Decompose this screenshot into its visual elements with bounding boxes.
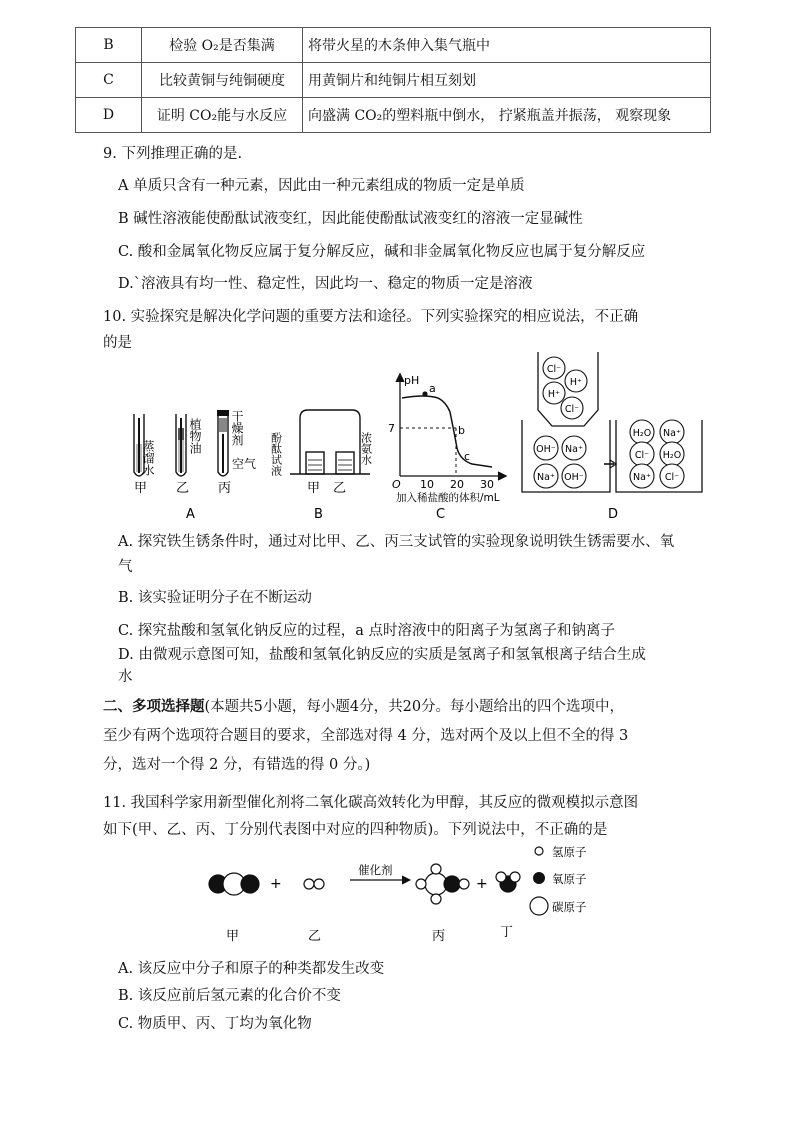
legend-hydrogen-label: 氢原子 <box>552 845 587 859</box>
section2-line3: 分，选对一个得 2 分，有错选的得 0 分。) <box>103 757 371 773</box>
figure-c-label: C <box>436 507 446 522</box>
q10-figure <box>120 348 720 526</box>
ion-oh-1: OH⁻ <box>536 444 556 455</box>
q9-option-b: B 碱性溶液能使酚酞试液变红，因此能使酚酞试液变红的溶液一定显碱性 <box>118 211 583 227</box>
ion-h-2: H⁺ <box>547 389 561 400</box>
point-a <box>422 391 427 396</box>
section2-intro <box>103 695 624 716</box>
table-cell-option: D <box>76 98 142 133</box>
label-air: 空气 <box>232 457 257 471</box>
section2-line2: 至少有两个选项符合题目的要求，全部选对得 4 分，选对两个及以上但不全的得 3 <box>103 728 629 744</box>
figure-b-bell-jar <box>290 410 370 474</box>
table-row <box>76 28 711 63</box>
figure-d-label: D <box>608 507 619 522</box>
caption-ding: 丁 <box>500 925 514 940</box>
ion-oh-2: OH⁻ <box>564 472 584 483</box>
reaction-arrow-head <box>402 876 410 884</box>
q9-option-a: A 单质只含有一种元素，因此由一种元素组成的物质一定是单质 <box>118 178 525 194</box>
table-cell-option: B <box>76 28 142 63</box>
plus-sign-1: + <box>270 876 282 892</box>
plus-sign-2: + <box>476 876 488 892</box>
q10-option-d-line1: D. 由微观示意图可知，盐酸和氢氧化钠反应的实质是氢离子和氢氧根离子结合生成 <box>118 647 646 663</box>
molecule-h2 <box>304 879 324 889</box>
q11-stem-line1: 11. 我国科学家用新型催化剂将二氧化碳高效转化为甲醇，其反应的微观模拟示意图 <box>103 795 639 811</box>
table-cell-method: 将带火星的木条伸入集气瓶中 <box>303 28 711 63</box>
experiment-table <box>75 27 711 133</box>
legend-carbon-icon <box>530 897 548 915</box>
q10-stem-line2: 的是 <box>103 335 132 351</box>
table-cell-purpose: 比较黄铜与纯铜硬度 <box>142 63 303 98</box>
table-cell-method: 向盛满 CO₂的塑料瓶中倒水， 拧紧瓶盖并振荡， 观察现象 <box>303 98 711 133</box>
axis-label-ph: pH <box>404 374 420 387</box>
caption-yi-a: 乙 <box>176 481 190 496</box>
table-cell-method: 用黄铜片和纯铜片相互刻划 <box>303 63 711 98</box>
q10-option-a-line1: A. 探究铁生锈条件时，通过对比甲、乙、丙三支试管的实验现象说明铁生锈需要水、氧 <box>118 534 675 550</box>
figure-a-label: A <box>186 507 195 522</box>
molecule-co2 <box>209 873 259 895</box>
ion-h2o-1: H₂O <box>632 428 652 439</box>
ion-h2o-2: H₂O <box>662 450 682 461</box>
label-phenolphthalein: 酚酞试液 <box>269 432 283 476</box>
section2-line1: (本题共5小题，每小题4分，共20分。每小题给出的四个选项中， <box>204 699 625 715</box>
q11-stem-line2: 如下(甲、乙、丙、丁分别代表图中对应的四种物质)。下列说法中，不正确的是 <box>103 822 608 838</box>
figure-c-axes <box>396 374 506 480</box>
catalyst-label: 催化剂 <box>358 863 393 877</box>
q10-stem-line1: 10. 实验探究是解决化学问题的重要方法和途径。下列实验探究的相应说法，不正确 <box>103 309 639 325</box>
figure-b-liquid-hatch <box>308 460 352 470</box>
ion-cl-3: Cl⁻ <box>634 450 650 461</box>
ion-cl-1: Cl⁻ <box>546 364 562 375</box>
caption-jia: 甲 <box>226 929 240 944</box>
molecule-water <box>496 872 520 892</box>
ion-h-1: H⁺ <box>569 377 583 388</box>
label-desiccant: 干燥剂 <box>230 410 244 446</box>
q11-option-a: A. 该反应中分子和原子的种类都发生改变 <box>118 961 385 977</box>
tick-10: 10 <box>420 478 434 491</box>
ion-cl-2: Cl⁻ <box>564 404 580 415</box>
legend-oxygen-label: 氧原子 <box>552 872 587 886</box>
section2-heading: 二、多项选择题 <box>103 698 205 715</box>
table-row <box>76 98 711 133</box>
q10-option-a-line2: 气 <box>118 559 133 575</box>
point-c-label: c <box>464 450 471 463</box>
q9-option-c: C. 酸和金属氧化物反应属于复分解反应，碱和非金属氧化物反应也属于复分解反应 <box>118 244 646 260</box>
axis-label-x: 加入稀盐酸的体积/mL <box>396 492 500 504</box>
q9-option-d: D.`溶液具有均一性、稳定性，因此均一、稳定的物质一定是溶液 <box>118 276 533 292</box>
q9-stem: 9. 下列推理正确的是. <box>103 146 243 162</box>
point-b-label: b <box>458 424 465 437</box>
caption-bing: 丙 <box>432 929 446 944</box>
q10-option-c: C. 探究盐酸和氢氧化钠反应的过程，a 点时溶液中的阳离子为氢离子和钠离子 <box>118 623 616 639</box>
ph-curve <box>402 396 492 467</box>
label-vegetable-oil: 植物油 <box>188 418 202 454</box>
tick-20: 20 <box>450 478 464 491</box>
table-cell-purpose: 证明 CO₂能与水反应 <box>142 98 303 133</box>
label-distilled-water: 蒸馏水 <box>141 440 155 476</box>
point-a-label: a <box>429 382 436 395</box>
figure-b-label: B <box>314 507 323 522</box>
q10-option-b: B. 该实验证明分子在不断运动 <box>118 590 312 606</box>
caption-jia-b: 甲 <box>307 481 321 496</box>
legend-carbon-label: 碳原子 <box>552 900 587 914</box>
table-cell-purpose: 检验 O₂是否集满 <box>142 28 303 63</box>
q11-option-b: B. 该反应前后氢元素的化合价不变 <box>118 988 341 1004</box>
caption-yi-b: 乙 <box>333 481 347 496</box>
ion-na-4: Na⁺ <box>633 472 651 483</box>
caption-jia-a: 甲 <box>134 481 148 496</box>
origin-label: O <box>392 478 401 491</box>
ion-circles <box>534 357 684 488</box>
table-row <box>76 63 711 98</box>
tick-30: 30 <box>480 478 494 491</box>
q10-option-d-line2: 水 <box>118 669 133 685</box>
label-ammonia: 浓氨水 <box>359 432 373 465</box>
legend-oxygen-icon <box>533 872 545 884</box>
q11-figure <box>200 836 620 948</box>
molecule-methanol <box>416 864 469 904</box>
caption-yi: 乙 <box>308 929 322 944</box>
tick-ph7: 7 <box>388 422 395 435</box>
table-cell-option: C <box>76 63 142 98</box>
caption-bing-a: 丙 <box>218 481 232 496</box>
ion-na-3: Na⁺ <box>663 428 681 439</box>
ion-na-2: Na⁺ <box>537 472 555 483</box>
ion-na-1: Na⁺ <box>565 444 583 455</box>
q11-option-c: C. 物质甲、丙、丁均为氧化物 <box>118 1016 312 1032</box>
legend-hydrogen-icon <box>535 847 543 855</box>
ion-cl-4: Cl⁻ <box>664 472 680 483</box>
